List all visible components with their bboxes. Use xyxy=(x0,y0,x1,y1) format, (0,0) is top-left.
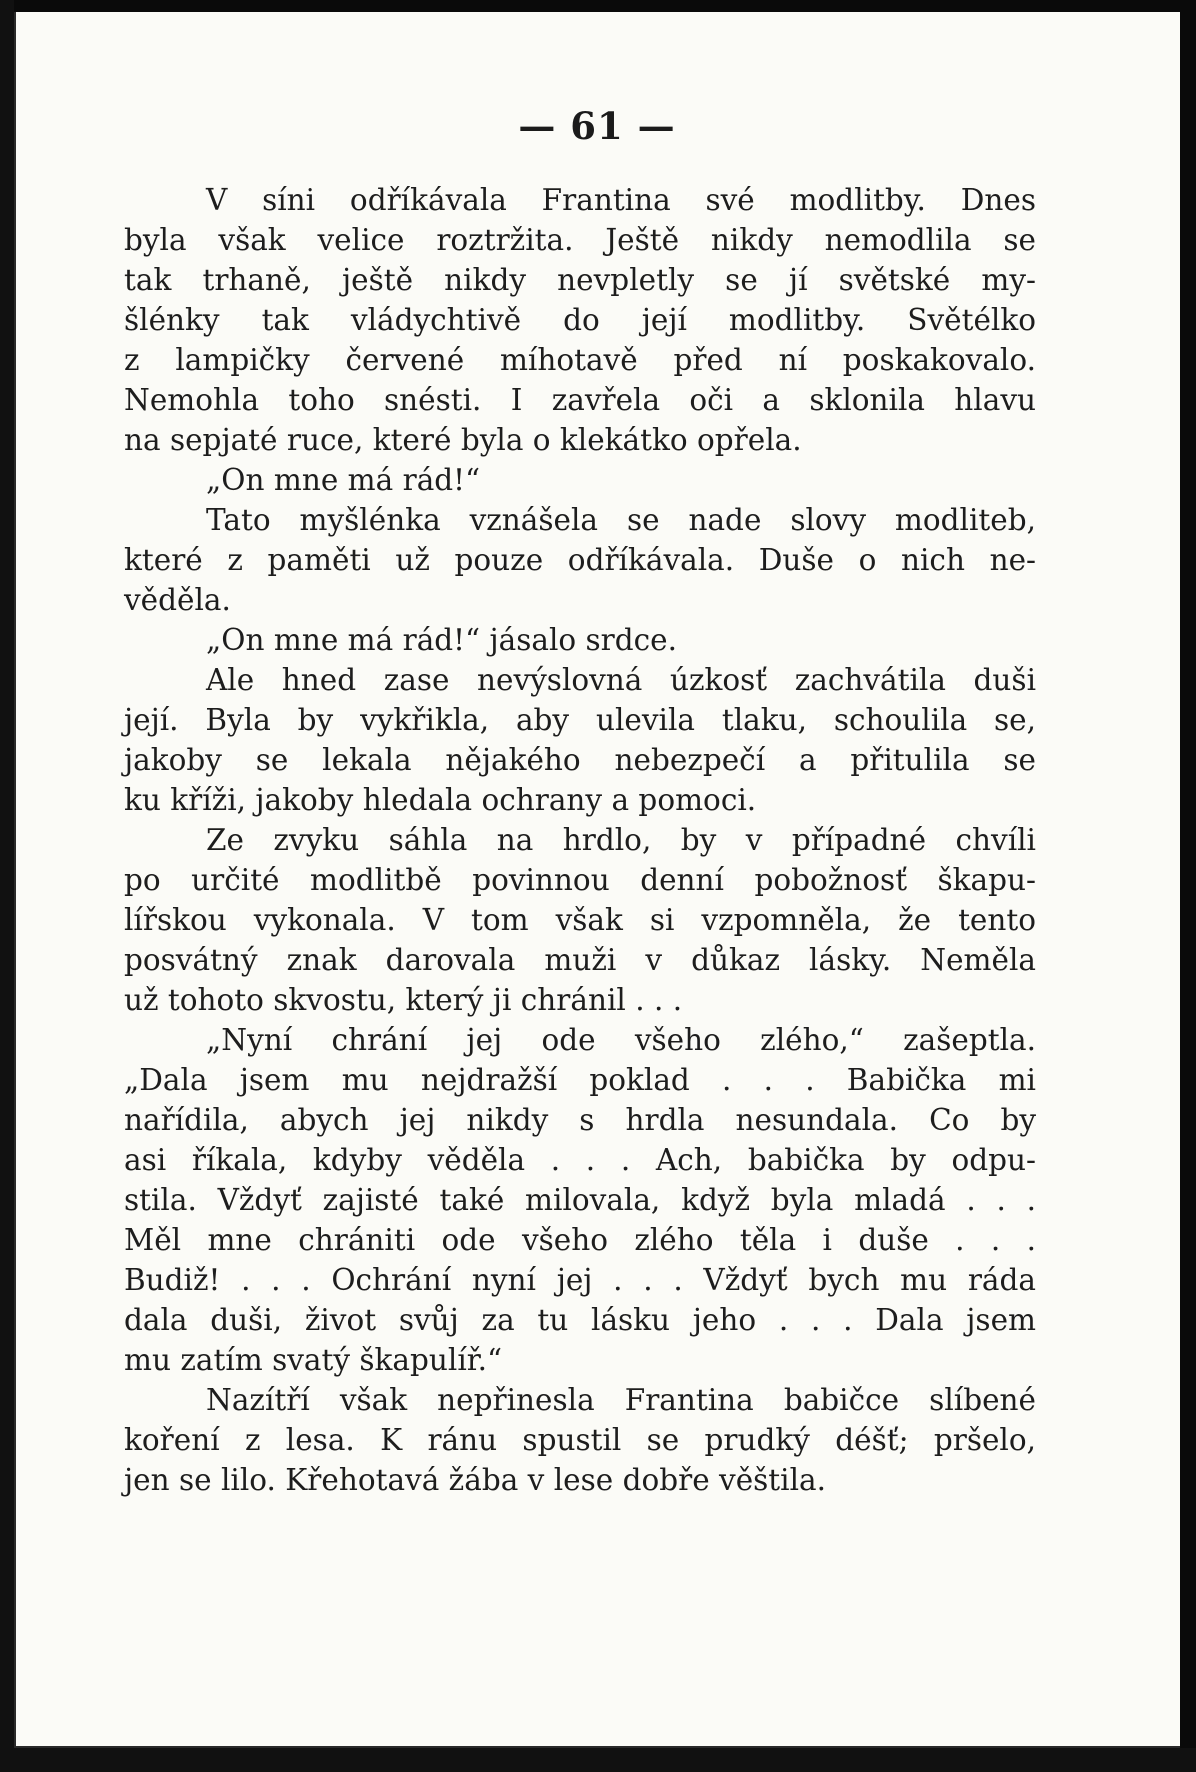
text-line: Tato myšlénka vznášela se nade slovy modliteb, xyxy=(206,503,1036,537)
page-number: — 61 — xyxy=(518,104,676,148)
text-line: lířskou vykonala. V tom však si vzpomněla, že tento xyxy=(124,903,1036,937)
text-line: nařídila, abych jej nikdy s hrdla nesundala. Co by xyxy=(124,1103,1036,1137)
text-line: jen se lilo. Křehotavá žába v lese dobře věštila. xyxy=(124,1463,826,1497)
text-line: jakoby se lekala nějakého nebezpečí a přitulila se xyxy=(124,743,1036,777)
text-line: už tohoto skvostu, který ji chránil . . . xyxy=(124,983,683,1017)
text-line: posvátný znak darovala muži v důkaz lásky. Neměla xyxy=(124,943,1036,977)
scan-left-border xyxy=(0,0,14,1772)
text-line: Měl mne chrániti ode všeho zlého těla i duše . . . xyxy=(124,1223,1036,1257)
text-line: „On mne má rád!“ jásalo srdce. xyxy=(206,623,677,657)
text-line: mu zatím svatý škapulíř.“ xyxy=(124,1343,503,1377)
text-line: „Nyní chrání jej ode všeho zlého,“ zašeptla. xyxy=(206,1023,1036,1057)
text-line: Nazítří však nepřinesla Frantina babičce slíbené xyxy=(206,1383,1036,1417)
scan-bottom-border xyxy=(0,1748,1196,1772)
text-line: ku kříži, jakoby hledala ochrany a pomoci. xyxy=(124,783,757,817)
text-line: které z paměti už pouze odříkávala. Duše o nich ne- xyxy=(124,543,1036,577)
text-line: její. Byla by vykřikla, aby ulevila tlaku, schoulila se, xyxy=(124,703,1036,737)
text-line: asi říkala, kdyby věděla . . . Ach, babička by odpu- xyxy=(124,1143,1036,1177)
text-line: Ze zvyku sáhla na hrdlo, by v případné chvíli xyxy=(206,823,1036,857)
text-line: „Dala jsem mu nejdražší poklad . . . Babička mi xyxy=(124,1063,1036,1097)
text-line: Nemohla toho snésti. I zavřela oči a sklonila hlavu xyxy=(124,383,1036,417)
text-line: dala duši, život svůj za tu lásku jeho . . . Dala jsem xyxy=(124,1303,1036,1337)
text-line: stila. Vždyť zajisté také milovala, když byla mladá . . . xyxy=(124,1183,1036,1217)
text-line: z lampičky červené míhotavě před ní poskakovalo. xyxy=(124,343,1036,377)
text-line: Budiž! . . . Ochrání nyní jej . . . Vždyť bych mu ráda xyxy=(124,1263,1036,1297)
text-line: po určité modlitbě povinnou denní pobožnosť škapu- xyxy=(124,863,1036,897)
text-line: „On mne má rád!“ xyxy=(206,463,481,497)
text-line: na sepjaté ruce, které byla o klekátko opřela. xyxy=(124,423,802,457)
text-line: Ale hned zase nevýslovná úzkosť zachvátila duši xyxy=(206,663,1036,697)
body-text xyxy=(124,180,1036,1500)
text-line: V síni odříkávala Frantina své modlitby. Dnes xyxy=(206,183,1036,217)
text-line: byla však velice roztržita. Ještě nikdy nemodlila se xyxy=(124,223,1036,257)
book-page xyxy=(14,12,1180,1748)
text-line: tak trhaně, ještě nikdy nevpletly se jí světské my- xyxy=(124,263,1036,297)
text-line: koření z lesa. K ránu spustil se prudký déšť; pršelo, xyxy=(124,1423,1036,1457)
text-line: šlénky tak vládychtivě do její modlitby. Světélko xyxy=(124,303,1036,337)
text-line: věděla. xyxy=(124,583,231,617)
